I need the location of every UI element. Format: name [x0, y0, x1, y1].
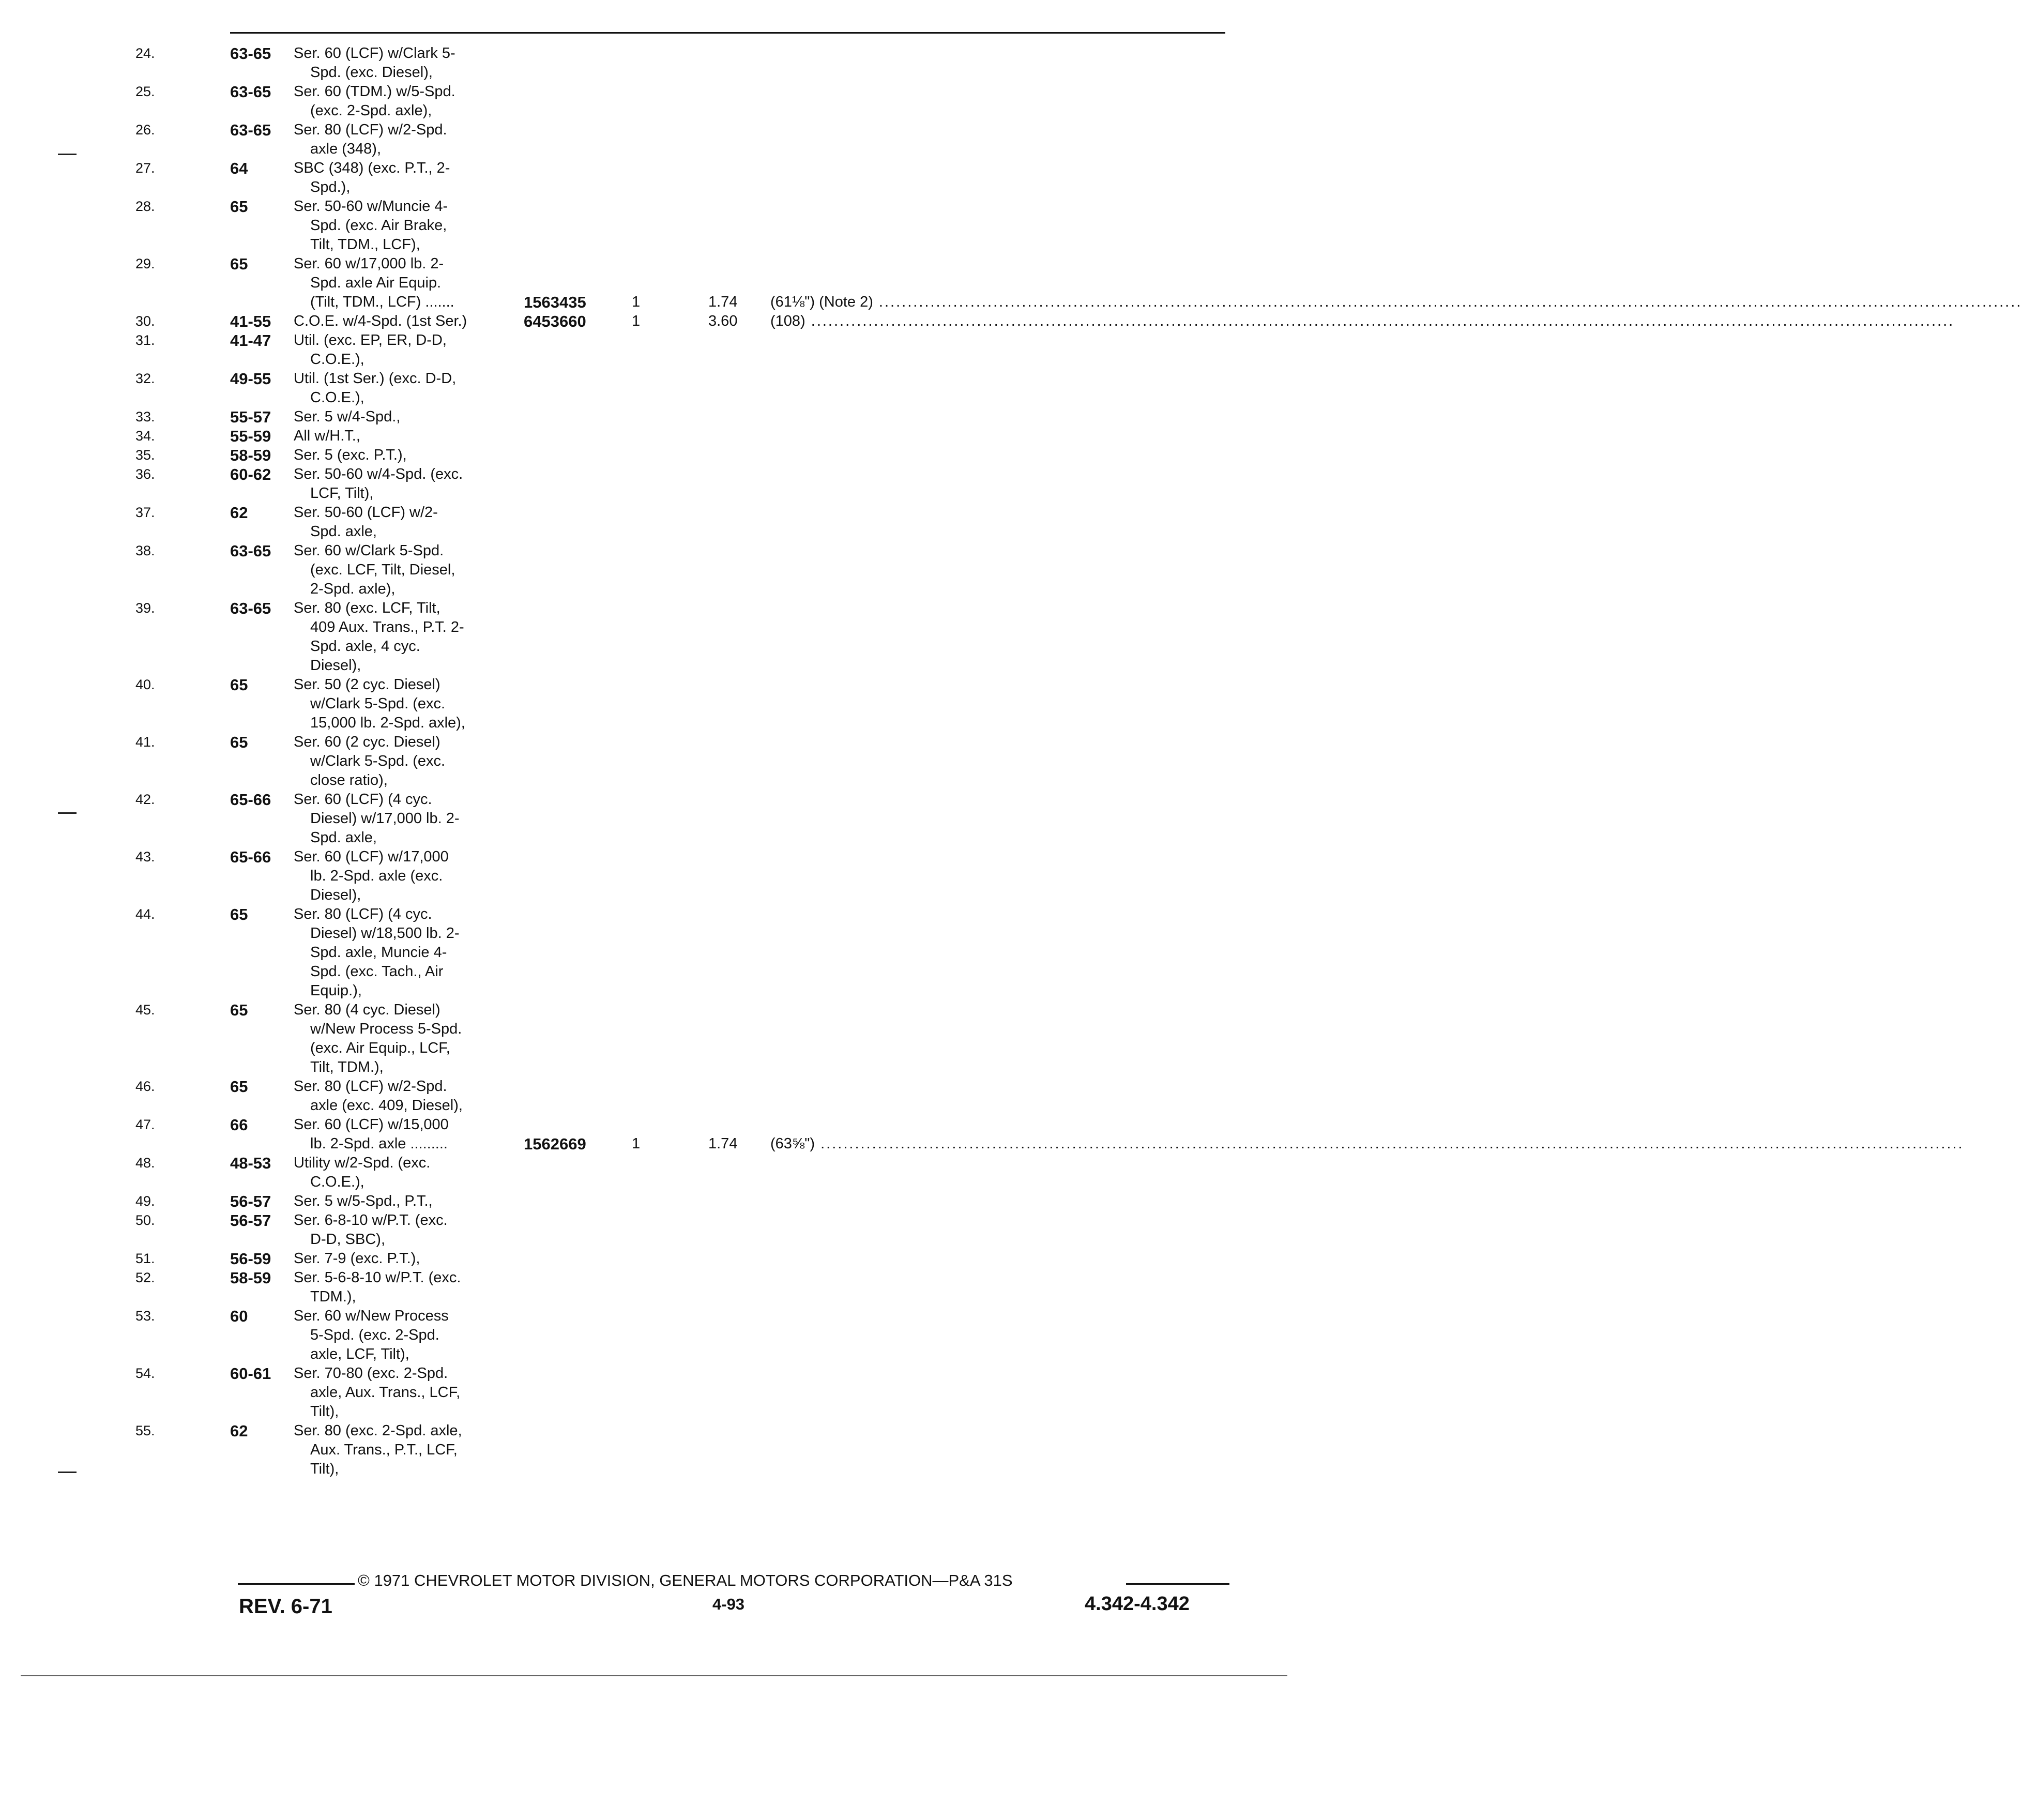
application-description: [294, 1154, 516, 1192]
item-number: 26.: [135, 122, 155, 138]
item-number: 39.: [135, 600, 155, 616]
list-item: [0, 369, 1307, 407]
application-description: [294, 197, 516, 254]
model-years: 63-65: [230, 121, 271, 139]
list-item: [0, 1307, 1307, 1364]
model-years: 65: [230, 905, 248, 923]
list-item: [0, 407, 1307, 427]
description-line: Spd. (exc. Air Brake,: [310, 217, 447, 234]
list-item: [0, 312, 1955, 331]
item-number: 29.: [135, 256, 155, 271]
section-number: 4.342-4.342: [1085, 1593, 1190, 1615]
list-item: [0, 1077, 1307, 1115]
description-line: Diesel),: [310, 887, 361, 903]
description-line: Tilt),: [310, 1403, 339, 1420]
item-number: 32.: [135, 371, 155, 386]
description-line: w/New Process 5-Spd.: [310, 1021, 462, 1037]
application-description: [294, 312, 516, 331]
list-item: [0, 254, 2022, 312]
item-number: 47.: [135, 1117, 155, 1132]
description-line: Ser. 50-60 w/4-Spd. (exc.: [294, 466, 463, 482]
description-line: Ser. 5 (exc. P.T.),: [294, 447, 407, 463]
item-number: 25.: [135, 84, 155, 99]
model-years: 58-59: [230, 446, 271, 464]
application-description: [294, 407, 516, 427]
description-line: Equip.),: [310, 982, 362, 999]
application-description: [294, 541, 516, 599]
model-years: 60-62: [230, 465, 271, 483]
application-description: [294, 1421, 516, 1479]
description-line: Ser. 80 (LCF) w/2-Spd.: [294, 122, 447, 138]
description-line: Spd.),: [310, 179, 351, 195]
application-description: [294, 1192, 516, 1211]
description-line: (exc. Air Equip., LCF,: [310, 1040, 450, 1056]
item-number: 52.: [135, 1270, 155, 1285]
footer-rule-right: [1126, 1583, 1229, 1585]
item-number: 40.: [135, 677, 155, 692]
model-years: 66: [230, 1116, 248, 1134]
model-years: 63-65: [230, 599, 271, 617]
description-line: C.O.E.),: [310, 351, 364, 368]
application-description: [294, 1249, 516, 1268]
item-number: 34.: [135, 428, 155, 444]
model-years: 64: [230, 159, 248, 177]
list-item: [0, 44, 1307, 82]
description-line: Ser. 60 w/New Process: [294, 1308, 449, 1324]
description-line: All w/H.T.,: [294, 428, 360, 444]
page-number: 4-93: [712, 1595, 745, 1613]
footer-rule-left: [238, 1583, 355, 1585]
part-number: 1563435: [524, 293, 586, 311]
description-line: lb. 2-Spd. axle (exc.: [310, 868, 443, 884]
application-description: [294, 465, 516, 503]
application-description: [294, 1000, 516, 1077]
application-description: [294, 675, 516, 733]
item-number: 49.: [135, 1193, 155, 1209]
description-line: Ser. 5 w/4-Spd.,: [294, 408, 401, 425]
model-years: 55-57: [230, 408, 271, 426]
length-value: 1.74: [708, 294, 738, 310]
description-line: Ser. 60 (LCF) (4 cyc.: [294, 791, 432, 808]
list-item: [0, 503, 1307, 541]
list-item: [0, 465, 1307, 503]
leader-dots: ........................................................................................................................................................................................................: [873, 294, 2022, 310]
list-item: [0, 331, 1307, 369]
item-number: 43.: [135, 849, 155, 865]
description-line: TDM.),: [310, 1288, 356, 1305]
application-description: [294, 427, 516, 446]
list-item: [0, 120, 1307, 159]
description-line: C.O.E.),: [310, 389, 364, 406]
description-line: Spd. axle, Muncie 4-: [310, 944, 447, 961]
application-description: [294, 599, 516, 675]
part-number: 6453660: [524, 312, 586, 330]
item-number: 31.: [135, 332, 155, 348]
description-line: Tilt),: [310, 1461, 339, 1477]
item-number: 30.: [135, 313, 155, 329]
model-years: 65: [230, 733, 248, 751]
model-years: 60: [230, 1307, 248, 1325]
description-line: (exc. LCF, Tilt, Diesel,: [310, 562, 455, 578]
model-years: 49-55: [230, 370, 271, 388]
list-item: [0, 197, 1307, 254]
list-item: [0, 1421, 1307, 1479]
description-line: Spd. axle Air Equip.: [310, 275, 442, 291]
list-item: [0, 427, 1307, 446]
length-value: 3.60: [708, 313, 738, 329]
description-line: Spd. axle,: [310, 523, 377, 540]
model-years: 41-47: [230, 331, 271, 350]
model-years: 65-66: [230, 848, 271, 866]
description-line: Ser. 50-60 w/Muncie 4-: [294, 198, 448, 215]
application-description: [294, 44, 516, 82]
model-years: 55-59: [230, 427, 271, 445]
description-line: Util. (1st Ser.) (exc. D-D,: [294, 370, 457, 387]
parts-list: [0, 44, 2022, 1479]
description-line: Tilt, TDM., LCF),: [310, 236, 420, 253]
application-description: [294, 369, 516, 407]
model-years: 65-66: [230, 791, 271, 809]
list-item: [0, 1000, 1307, 1077]
application-description: [294, 1211, 516, 1249]
list-item: [0, 541, 1307, 599]
model-years: 58-59: [230, 1269, 271, 1287]
description-line: Aux. Trans., P.T., LCF,: [310, 1442, 458, 1458]
list-item: [0, 1268, 1307, 1307]
description-line: LCF, Tilt),: [310, 485, 374, 502]
item-number: 37.: [135, 505, 155, 520]
model-years: 62: [230, 504, 248, 522]
description-line: Tilt, TDM.),: [310, 1059, 384, 1075]
description-line: Ser. 80 (LCF) w/2-Spd.: [294, 1078, 447, 1095]
model-years: 65: [230, 198, 248, 216]
model-years: 65: [230, 1001, 248, 1019]
description-line: Ser. 60 (LCF) w/Clark 5-: [294, 45, 455, 62]
description-line: axle, LCF, Tilt),: [310, 1346, 409, 1362]
leader-dots: ........................................................................................................................................................................................................: [805, 313, 1955, 329]
list-item: [0, 599, 1307, 675]
description-line: Utility w/2-Spd. (exc.: [294, 1155, 431, 1171]
description-line: Ser. 5-6-8-10 w/P.T. (exc.: [294, 1269, 461, 1286]
list-item: [0, 905, 1307, 1000]
list-item: [0, 790, 1307, 847]
model-years: 62: [230, 1422, 248, 1440]
list-item: [0, 159, 1307, 197]
application-description: [294, 1115, 516, 1154]
item-number: 44.: [135, 906, 155, 922]
description-line: Ser. 60 (2 cyc. Diesel): [294, 734, 440, 750]
model-years: 48-53: [230, 1154, 271, 1172]
model-years: 56-59: [230, 1250, 271, 1268]
description-line: 15,000 lb. 2-Spd. axle),: [310, 715, 465, 731]
application-description: [294, 446, 516, 465]
description-line: Ser. 60 (TDM.) w/5-Spd.: [294, 83, 455, 100]
quantity: 1: [632, 1135, 641, 1152]
description-line: (Tilt, TDM., LCF) .......: [310, 294, 454, 310]
item-number: 46.: [135, 1079, 155, 1094]
model-years: 63-65: [230, 83, 271, 101]
description-line: axle (348),: [310, 141, 382, 157]
description-line: Spd. axle, 4 cyc.: [310, 638, 420, 655]
application-description: [294, 790, 516, 847]
bottom-rule: [21, 1675, 1287, 1676]
note-text: (61⅛") (Note 2): [770, 294, 873, 310]
quantity: 1: [632, 294, 641, 310]
description-line: Diesel),: [310, 657, 361, 674]
description-line: Util. (exc. EP, ER, D-D,: [294, 332, 447, 348]
description-line: Ser. 80 (4 cyc. Diesel): [294, 1002, 440, 1018]
item-number: 41.: [135, 734, 155, 750]
application-description: [294, 1268, 516, 1307]
note-text: (63⅝"): [770, 1135, 815, 1152]
model-years: 60-61: [230, 1364, 271, 1383]
application-description: [294, 331, 516, 369]
item-number: 24.: [135, 46, 155, 61]
revision-label: REV. 6-71: [239, 1595, 332, 1618]
item-number: 28.: [135, 199, 155, 214]
application-description: [294, 82, 516, 120]
description-line: w/Clark 5-Spd. (exc.: [310, 695, 446, 712]
item-number: 27.: [135, 160, 155, 176]
description-line: 5-Spd. (exc. 2-Spd.: [310, 1327, 439, 1343]
item-number: 38.: [135, 543, 155, 558]
description-line: (exc. 2-Spd. axle),: [310, 102, 432, 119]
description-line: lb. 2-Spd. axle .........: [310, 1135, 448, 1152]
description-line: Ser. 80 (LCF) (4 cyc.: [294, 906, 432, 922]
application-description: [294, 1364, 516, 1421]
length-note: [770, 1134, 1964, 1154]
item-number: 53.: [135, 1308, 155, 1324]
application-description: [294, 733, 516, 790]
item-number: 54.: [135, 1366, 155, 1381]
list-item: [0, 1211, 1307, 1249]
model-years: 41-55: [230, 312, 271, 330]
leader-dots: ........................................................................................................................................................................................................: [815, 1135, 1964, 1152]
application-description: [294, 905, 516, 1000]
description-line: D-D, SBC),: [310, 1231, 385, 1248]
length-note: [770, 293, 2022, 312]
description-line: Ser. 7-9 (exc. P.T.),: [294, 1250, 420, 1267]
list-item: [0, 1364, 1307, 1421]
model-years: 65: [230, 1078, 248, 1096]
top-rule: [230, 32, 1225, 34]
item-number: 51.: [135, 1251, 155, 1266]
model-years: 63-65: [230, 44, 271, 63]
description-line: Diesel) w/18,500 lb. 2-: [310, 925, 460, 942]
application-description: [294, 503, 516, 541]
description-line: Spd. axle,: [310, 829, 377, 846]
description-line: C.O.E. w/4-Spd. (1st Ser.): [294, 313, 467, 329]
item-number: 36.: [135, 466, 155, 482]
list-item: [0, 733, 1307, 790]
description-line: axle, Aux. Trans., LCF,: [310, 1384, 461, 1401]
description-line: Ser. 50 (2 cyc. Diesel): [294, 676, 440, 693]
description-line: Ser. 60 (LCF) w/15,000: [294, 1116, 449, 1133]
application-description: [294, 1307, 516, 1364]
model-years: 65: [230, 676, 248, 694]
list-item: [0, 1115, 1964, 1154]
description-line: close ratio),: [310, 772, 388, 788]
list-item: [0, 847, 1307, 905]
model-years: 65: [230, 255, 248, 273]
model-years: 56-57: [230, 1192, 271, 1210]
item-number: 45.: [135, 1002, 155, 1018]
item-number: 42.: [135, 792, 155, 807]
quantity: 1: [632, 313, 641, 329]
length-value: 1.74: [708, 1135, 738, 1152]
list-item: [0, 1154, 1307, 1192]
length-note: [770, 312, 1955, 331]
copyright-notice: © 1971 CHEVROLET MOTOR DIVISION, GENERAL MOTORS CORPORATION—P&A 31S: [358, 1571, 1013, 1589]
description-line: Ser. 60 (LCF) w/17,000: [294, 848, 449, 865]
description-line: Ser. 80 (exc. 2-Spd. axle,: [294, 1422, 462, 1439]
item-number: 33.: [135, 409, 155, 424]
application-description: [294, 254, 516, 312]
list-item: [0, 446, 1307, 465]
item-number: 48.: [135, 1155, 155, 1171]
application-description: [294, 120, 516, 159]
description-line: Ser. 60 w/Clark 5-Spd.: [294, 542, 444, 559]
description-line: w/Clark 5-Spd. (exc.: [310, 753, 446, 769]
item-number: 50.: [135, 1212, 155, 1228]
description-line: Diesel) w/17,000 lb. 2-: [310, 810, 460, 827]
description-line: axle (exc. 409, Diesel),: [310, 1097, 463, 1114]
list-item: [0, 1192, 1307, 1211]
description-line: Ser. 60 w/17,000 lb. 2-: [294, 255, 444, 272]
description-line: Ser. 80 (exc. LCF, Tilt,: [294, 600, 440, 616]
item-number: 55.: [135, 1423, 155, 1438]
list-item: [0, 82, 1307, 120]
application-description: [294, 847, 516, 905]
note-text: (108): [770, 313, 805, 329]
description-line: Ser. 50-60 (LCF) w/2-: [294, 504, 438, 521]
part-number: 1562669: [524, 1135, 586, 1153]
item-number: 35.: [135, 447, 155, 463]
description-line: Ser. 70-80 (exc. 2-Spd.: [294, 1365, 448, 1382]
description-line: Ser. 5 w/5-Spd., P.T.,: [294, 1193, 433, 1209]
description-line: 409 Aux. Trans., P.T. 2-: [310, 619, 464, 635]
description-line: Spd. (exc. Diesel),: [310, 64, 433, 81]
application-description: [294, 1077, 516, 1115]
list-item: [0, 675, 1307, 733]
model-years: 63-65: [230, 542, 271, 560]
model-years: 56-57: [230, 1211, 271, 1230]
application-description: [294, 159, 516, 197]
description-line: C.O.E.),: [310, 1174, 364, 1190]
description-line: Ser. 6-8-10 w/P.T. (exc.: [294, 1212, 448, 1228]
description-line: SBC (348) (exc. P.T., 2-: [294, 160, 450, 176]
description-line: 2-Spd. axle),: [310, 581, 396, 597]
list-item: [0, 1249, 1307, 1268]
description-line: Spd. (exc. Tach., Air: [310, 963, 444, 980]
